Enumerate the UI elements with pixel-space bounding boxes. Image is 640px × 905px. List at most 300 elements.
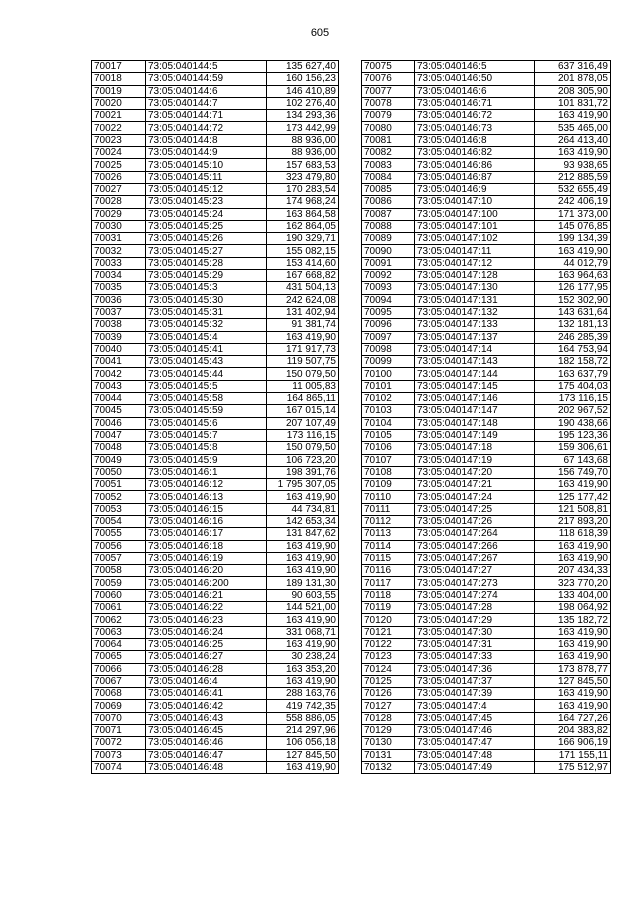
cadastral-value-cell: 163 419,90 bbox=[535, 638, 611, 650]
row-number-cell: 70087 bbox=[362, 208, 415, 220]
cadastral-value-cell: 331 068,71 bbox=[267, 626, 339, 638]
table-row bbox=[92, 380, 339, 392]
cadastral-value-cell: 102 276,40 bbox=[267, 97, 339, 109]
table-row bbox=[362, 712, 611, 724]
row-number-cell: 70113 bbox=[362, 528, 415, 540]
table-row bbox=[92, 208, 339, 220]
cadastral-number-cell: 73:05:040147:100 bbox=[415, 208, 535, 220]
row-number-cell: 70079 bbox=[362, 110, 415, 122]
cadastral-number-cell: 73:05:040147:10 bbox=[415, 196, 535, 208]
row-number-cell: 70071 bbox=[92, 725, 146, 737]
cadastral-value-cell: 163 419,90 bbox=[267, 614, 339, 626]
row-number-cell: 70030 bbox=[92, 220, 146, 232]
row-number-cell: 70104 bbox=[362, 417, 415, 429]
cadastral-number-cell: 73:05:040146:48 bbox=[146, 761, 267, 773]
cadastral-number-cell: 73:05:040145:28 bbox=[146, 257, 267, 269]
row-number-cell: 70082 bbox=[362, 147, 415, 159]
row-number-cell: 70091 bbox=[362, 257, 415, 269]
cadastral-number-cell: 73:05:040147:11 bbox=[415, 245, 535, 257]
row-number-cell: 70023 bbox=[92, 134, 146, 146]
cadastral-value-cell: 163 419,90 bbox=[267, 675, 339, 687]
row-number-cell: 70112 bbox=[362, 515, 415, 527]
table-row bbox=[92, 331, 339, 343]
cadastral-value-cell: 157 683,53 bbox=[267, 159, 339, 171]
table-row bbox=[362, 233, 611, 245]
cadastral-number-cell: 73:05:040145:43 bbox=[146, 356, 267, 368]
cadastral-value-cell: 217 893,20 bbox=[535, 515, 611, 527]
cadastral-number-cell: 73:05:040147:148 bbox=[415, 417, 535, 429]
row-number-cell: 70055 bbox=[92, 528, 146, 540]
row-number-cell: 70120 bbox=[362, 614, 415, 626]
row-number-cell: 70075 bbox=[362, 61, 415, 73]
table-row bbox=[92, 134, 339, 146]
cadastral-number-cell: 73:05:040145:30 bbox=[146, 294, 267, 306]
cadastral-number-cell: 73:05:040145:41 bbox=[146, 343, 267, 355]
row-number-cell: 70129 bbox=[362, 725, 415, 737]
cadastral-number-cell: 73:05:040147:144 bbox=[415, 368, 535, 380]
row-number-cell: 70046 bbox=[92, 417, 146, 429]
cadastral-number-cell: 73:05:040146:1 bbox=[146, 466, 267, 478]
row-number-cell: 70114 bbox=[362, 540, 415, 552]
table-row bbox=[362, 442, 611, 454]
table-row bbox=[92, 749, 339, 761]
row-number-cell: 70041 bbox=[92, 356, 146, 368]
cadastral-number-cell: 73:05:040145:27 bbox=[146, 245, 267, 257]
cadastral-value-cell: 1 795 307,05 bbox=[267, 479, 339, 491]
row-number-cell: 70057 bbox=[92, 552, 146, 564]
cadastral-value-cell: 119 507,75 bbox=[267, 356, 339, 368]
cadastral-value-cell: 174 968,24 bbox=[267, 196, 339, 208]
table-row bbox=[92, 479, 339, 491]
cadastral-number-cell: 73:05:040146:20 bbox=[146, 565, 267, 577]
cadastral-value-cell: 199 134,39 bbox=[535, 233, 611, 245]
cadastral-number-cell: 73:05:040145:25 bbox=[146, 220, 267, 232]
table-row bbox=[92, 528, 339, 540]
row-number-cell: 70063 bbox=[92, 626, 146, 638]
table-row bbox=[362, 294, 611, 306]
row-number-cell: 70126 bbox=[362, 688, 415, 700]
cadastral-value-cell: 121 508,81 bbox=[535, 503, 611, 515]
cadastral-number-cell: 73:05:040146:82 bbox=[415, 147, 535, 159]
row-number-cell: 70068 bbox=[92, 688, 146, 700]
table-row bbox=[362, 700, 611, 712]
row-number-cell: 70027 bbox=[92, 183, 146, 195]
row-number-cell: 70124 bbox=[362, 663, 415, 675]
cadastral-number-cell: 73:05:040147:24 bbox=[415, 491, 535, 503]
row-number-cell: 70036 bbox=[92, 294, 146, 306]
cadastral-value-cell: 164 865,11 bbox=[267, 393, 339, 405]
table-row bbox=[92, 491, 339, 503]
cadastral-value-cell: 171 373,00 bbox=[535, 208, 611, 220]
cadastral-number-cell: 73:05:040145:3 bbox=[146, 282, 267, 294]
cadastral-value-cell: 163 419,90 bbox=[535, 626, 611, 638]
cadastral-value-cell: 131 847,62 bbox=[267, 528, 339, 540]
table-row bbox=[362, 183, 611, 195]
cadastral-value-cell: 132 181,13 bbox=[535, 319, 611, 331]
row-number-cell: 70050 bbox=[92, 466, 146, 478]
cadastral-value-cell: 67 143,68 bbox=[535, 454, 611, 466]
row-number-cell: 70127 bbox=[362, 700, 415, 712]
row-number-cell: 70116 bbox=[362, 565, 415, 577]
cadastral-number-cell: 73:05:040146:200 bbox=[146, 577, 267, 589]
cadastral-number-cell: 73:05:040147:146 bbox=[415, 393, 535, 405]
cadastral-number-cell: 73:05:040147:266 bbox=[415, 540, 535, 552]
cadastral-value-cell: 163 419,90 bbox=[267, 761, 339, 773]
cadastral-value-cell: 163 419,90 bbox=[267, 491, 339, 503]
row-number-cell: 70123 bbox=[362, 651, 415, 663]
table-row bbox=[92, 725, 339, 737]
cadastral-number-cell: 73:05:040147:128 bbox=[415, 270, 535, 282]
cadastral-number-cell: 73:05:040147:29 bbox=[415, 614, 535, 626]
cadastral-value-cell: 125 177,42 bbox=[535, 491, 611, 503]
row-number-cell: 70018 bbox=[92, 73, 146, 85]
cadastral-number-cell: 73:05:040145:29 bbox=[146, 270, 267, 282]
cadastral-value-cell: 173 116,15 bbox=[267, 429, 339, 441]
table-row bbox=[92, 257, 339, 269]
cadastral-number-cell: 73:05:040147:39 bbox=[415, 688, 535, 700]
table-row bbox=[362, 528, 611, 540]
cadastral-value-cell: 153 414,60 bbox=[267, 257, 339, 269]
row-number-cell: 70077 bbox=[362, 85, 415, 97]
cadastral-number-cell: 73:05:040146:5 bbox=[415, 61, 535, 73]
row-number-cell: 70039 bbox=[92, 331, 146, 343]
table-row bbox=[362, 257, 611, 269]
cadastral-number-cell: 73:05:040145:58 bbox=[146, 393, 267, 405]
cadastral-number-cell: 73:05:040145:44 bbox=[146, 368, 267, 380]
row-number-cell: 70044 bbox=[92, 393, 146, 405]
cadastral-number-cell: 73:05:040147:101 bbox=[415, 220, 535, 232]
table-row bbox=[362, 663, 611, 675]
cadastral-value-cell: 167 015,14 bbox=[267, 405, 339, 417]
row-number-cell: 70103 bbox=[362, 405, 415, 417]
table-row bbox=[362, 602, 611, 614]
cadastral-number-cell: 73:05:040146:46 bbox=[146, 737, 267, 749]
cadastral-number-cell: 73:05:040146:42 bbox=[146, 700, 267, 712]
table-row bbox=[92, 245, 339, 257]
cadastral-value-cell: 106 723,20 bbox=[267, 454, 339, 466]
cadastral-number-cell: 73:05:040146:22 bbox=[146, 602, 267, 614]
cadastral-number-cell: 73:05:040147:49 bbox=[415, 761, 535, 773]
cadastral-value-cell: 323 770,20 bbox=[535, 577, 611, 589]
cadastral-value-cell: 202 967,52 bbox=[535, 405, 611, 417]
table-row bbox=[362, 626, 611, 638]
table-row bbox=[362, 319, 611, 331]
cadastral-value-cell: 637 316,49 bbox=[535, 61, 611, 73]
cadastral-number-cell: 73:05:040146:86 bbox=[415, 159, 535, 171]
row-number-cell: 70115 bbox=[362, 552, 415, 564]
cadastral-value-cell: 195 123,36 bbox=[535, 429, 611, 441]
table-row bbox=[92, 417, 339, 429]
cadastral-value-cell: 535 465,00 bbox=[535, 122, 611, 134]
cadastral-value-cell: 88 936,00 bbox=[267, 134, 339, 146]
row-number-cell: 70047 bbox=[92, 429, 146, 441]
row-number-cell: 70101 bbox=[362, 380, 415, 392]
cadastral-value-cell: 146 410,89 bbox=[267, 85, 339, 97]
cadastral-number-cell: 73:05:040145:11 bbox=[146, 171, 267, 183]
cadastral-value-cell: 198 391,76 bbox=[267, 466, 339, 478]
cadastral-value-cell: 163 964,63 bbox=[535, 270, 611, 282]
row-number-cell: 70085 bbox=[362, 183, 415, 195]
row-number-cell: 70083 bbox=[362, 159, 415, 171]
cadastral-number-cell: 73:05:040147:31 bbox=[415, 638, 535, 650]
row-number-cell: 70020 bbox=[92, 97, 146, 109]
table-row bbox=[362, 122, 611, 134]
row-number-cell: 70058 bbox=[92, 565, 146, 577]
cadastral-value-cell: 155 082,15 bbox=[267, 245, 339, 257]
cadastral-number-cell: 73:05:040147:102 bbox=[415, 233, 535, 245]
table-row bbox=[362, 761, 611, 773]
row-number-cell: 70100 bbox=[362, 368, 415, 380]
cadastral-value-cell: 93 938,65 bbox=[535, 159, 611, 171]
cadastral-value-cell: 182 158,72 bbox=[535, 356, 611, 368]
row-number-cell: 70097 bbox=[362, 331, 415, 343]
table-row bbox=[92, 688, 339, 700]
row-number-cell: 70078 bbox=[362, 97, 415, 109]
cadastral-number-cell: 73:05:040147:37 bbox=[415, 675, 535, 687]
cadastral-number-cell: 73:05:040147:12 bbox=[415, 257, 535, 269]
cadastral-value-cell: 44 012,79 bbox=[535, 257, 611, 269]
cadastral-value-cell: 166 906,19 bbox=[535, 737, 611, 749]
row-number-cell: 70048 bbox=[92, 442, 146, 454]
row-number-cell: 70092 bbox=[362, 270, 415, 282]
table-row bbox=[92, 405, 339, 417]
row-number-cell: 70064 bbox=[92, 638, 146, 650]
table-row bbox=[362, 405, 611, 417]
table-row bbox=[362, 614, 611, 626]
cadastral-number-cell: 73:05:040145:26 bbox=[146, 233, 267, 245]
cadastral-number-cell: 73:05:040146:8 bbox=[415, 134, 535, 146]
table-row bbox=[362, 159, 611, 171]
cadastral-value-cell: 90 603,55 bbox=[267, 589, 339, 601]
table-row bbox=[92, 429, 339, 441]
table-row bbox=[362, 651, 611, 663]
table-row bbox=[362, 589, 611, 601]
cadastral-number-cell: 73:05:040144:7 bbox=[146, 97, 267, 109]
cadastral-number-cell: 73:05:040147:131 bbox=[415, 294, 535, 306]
table-row bbox=[92, 638, 339, 650]
table-row bbox=[92, 454, 339, 466]
cadastral-number-cell: 73:05:040146:6 bbox=[415, 85, 535, 97]
table-row bbox=[362, 110, 611, 122]
cadastral-value-cell: 163 419,90 bbox=[267, 552, 339, 564]
cadastral-value-cell: 134 293,36 bbox=[267, 110, 339, 122]
table-row bbox=[362, 638, 611, 650]
cadastral-value-cell: 159 306,61 bbox=[535, 442, 611, 454]
cadastral-value-cell: 242 406,19 bbox=[535, 196, 611, 208]
row-number-cell: 70074 bbox=[92, 761, 146, 773]
cadastral-number-cell: 73:05:040146:18 bbox=[146, 540, 267, 552]
cadastral-value-cell: 558 886,05 bbox=[267, 712, 339, 724]
cadastral-number-cell: 73:05:040146:72 bbox=[415, 110, 535, 122]
cadastral-number-cell: 73:05:040146:12 bbox=[146, 479, 267, 491]
table-row bbox=[362, 208, 611, 220]
row-number-cell: 70043 bbox=[92, 380, 146, 392]
cadastral-value-cell: 160 156,23 bbox=[267, 73, 339, 85]
cadastral-value-cell: 189 131,30 bbox=[267, 577, 339, 589]
cadastral-value-cell: 163 419,90 bbox=[535, 110, 611, 122]
row-number-cell: 70022 bbox=[92, 122, 146, 134]
cadastral-number-cell: 73:05:040146:16 bbox=[146, 515, 267, 527]
cadastral-value-cell: 131 402,94 bbox=[267, 306, 339, 318]
cadastral-number-cell: 73:05:040146:23 bbox=[146, 614, 267, 626]
table-row bbox=[92, 61, 339, 73]
table-row bbox=[362, 429, 611, 441]
row-number-cell: 70086 bbox=[362, 196, 415, 208]
row-number-cell: 70108 bbox=[362, 466, 415, 478]
cadastral-value-cell: 133 404,00 bbox=[535, 589, 611, 601]
row-number-cell: 70019 bbox=[92, 85, 146, 97]
cadastral-number-cell: 73:05:040147:145 bbox=[415, 380, 535, 392]
cadastral-number-cell: 73:05:040146:73 bbox=[415, 122, 535, 134]
cadastral-value-cell: 163 419,90 bbox=[535, 688, 611, 700]
row-number-cell: 70049 bbox=[92, 454, 146, 466]
table-row bbox=[92, 233, 339, 245]
row-number-cell: 70042 bbox=[92, 368, 146, 380]
table-row bbox=[362, 491, 611, 503]
cadastral-number-cell: 73:05:040145:10 bbox=[146, 159, 267, 171]
row-number-cell: 70095 bbox=[362, 306, 415, 318]
cadastral-value-cell: 44 734,81 bbox=[267, 503, 339, 515]
table-row bbox=[92, 626, 339, 638]
table-row bbox=[92, 540, 339, 552]
cadastral-number-cell: 73:05:040147:20 bbox=[415, 466, 535, 478]
cadastral-number-cell: 73:05:040146:19 bbox=[146, 552, 267, 564]
row-number-cell: 70109 bbox=[362, 479, 415, 491]
cadastral-number-cell: 73:05:040147:19 bbox=[415, 454, 535, 466]
table-row bbox=[92, 675, 339, 687]
cadastral-value-cell: 170 283,54 bbox=[267, 183, 339, 195]
cadastral-number-cell: 73:05:040146:13 bbox=[146, 491, 267, 503]
row-number-cell: 70102 bbox=[362, 393, 415, 405]
cadastral-value-cell: 214 297,96 bbox=[267, 725, 339, 737]
row-number-cell: 70054 bbox=[92, 515, 146, 527]
cadastral-value-cell: 173 442,99 bbox=[267, 122, 339, 134]
cadastral-number-cell: 73:05:040147:25 bbox=[415, 503, 535, 515]
row-number-cell: 70111 bbox=[362, 503, 415, 515]
row-number-cell: 70130 bbox=[362, 737, 415, 749]
table-row bbox=[92, 220, 339, 232]
registry-table-left bbox=[91, 60, 339, 774]
table-row bbox=[362, 552, 611, 564]
cadastral-number-cell: 73:05:040144:59 bbox=[146, 73, 267, 85]
cadastral-value-cell: 163 419,90 bbox=[535, 700, 611, 712]
cadastral-value-cell: 101 831,72 bbox=[535, 97, 611, 109]
cadastral-number-cell: 73:05:040144:8 bbox=[146, 134, 267, 146]
cadastral-value-cell: 135 182,72 bbox=[535, 614, 611, 626]
cadastral-number-cell: 73:05:040147:267 bbox=[415, 552, 535, 564]
cadastral-value-cell: 150 079,50 bbox=[267, 368, 339, 380]
cadastral-number-cell: 73:05:040147:14 bbox=[415, 343, 535, 355]
cadastral-value-cell: 164 753,94 bbox=[535, 343, 611, 355]
table-row bbox=[362, 737, 611, 749]
cadastral-number-cell: 73:05:040147:18 bbox=[415, 442, 535, 454]
cadastral-number-cell: 73:05:040147:45 bbox=[415, 712, 535, 724]
row-number-cell: 70031 bbox=[92, 233, 146, 245]
cadastral-value-cell: 264 413,40 bbox=[535, 134, 611, 146]
cadastral-number-cell: 73:05:040145:7 bbox=[146, 429, 267, 441]
cadastral-number-cell: 73:05:040147:4 bbox=[415, 700, 535, 712]
table-row bbox=[362, 306, 611, 318]
cadastral-value-cell: 118 618,39 bbox=[535, 528, 611, 540]
table-row bbox=[362, 725, 611, 737]
table-row bbox=[362, 220, 611, 232]
cadastral-value-cell: 167 668,82 bbox=[267, 270, 339, 282]
row-number-cell: 70025 bbox=[92, 159, 146, 171]
cadastral-value-cell: 143 631,64 bbox=[535, 306, 611, 318]
table-row bbox=[362, 343, 611, 355]
table-row bbox=[92, 577, 339, 589]
cadastral-number-cell: 73:05:040146:43 bbox=[146, 712, 267, 724]
cadastral-value-cell: 207 107,49 bbox=[267, 417, 339, 429]
table-row bbox=[362, 282, 611, 294]
cadastral-value-cell: 190 438,66 bbox=[535, 417, 611, 429]
cadastral-number-cell: 73:05:040145:31 bbox=[146, 306, 267, 318]
table-row bbox=[362, 540, 611, 552]
table-row bbox=[362, 331, 611, 343]
cadastral-number-cell: 73:05:040147:48 bbox=[415, 749, 535, 761]
row-number-cell: 70070 bbox=[92, 712, 146, 724]
row-number-cell: 70084 bbox=[362, 171, 415, 183]
cadastral-value-cell: 163 864,58 bbox=[267, 208, 339, 220]
cadastral-number-cell: 73:05:040147:143 bbox=[415, 356, 535, 368]
cadastral-number-cell: 73:05:040145:32 bbox=[146, 319, 267, 331]
cadastral-value-cell: 127 845,50 bbox=[535, 675, 611, 687]
table-row bbox=[92, 515, 339, 527]
row-number-cell: 70122 bbox=[362, 638, 415, 650]
cadastral-value-cell: 163 419,90 bbox=[535, 651, 611, 663]
table-row bbox=[362, 466, 611, 478]
cadastral-value-cell: 323 479,80 bbox=[267, 171, 339, 183]
cadastral-value-cell: 208 305,90 bbox=[535, 85, 611, 97]
cadastral-number-cell: 73:05:040146:25 bbox=[146, 638, 267, 650]
cadastral-value-cell: 171 917,73 bbox=[267, 343, 339, 355]
cadastral-number-cell: 73:05:040147:133 bbox=[415, 319, 535, 331]
cadastral-number-cell: 73:05:040144:72 bbox=[146, 122, 267, 134]
row-number-cell: 70021 bbox=[92, 110, 146, 122]
cadastral-value-cell: 162 864,05 bbox=[267, 220, 339, 232]
table-row bbox=[92, 282, 339, 294]
row-number-cell: 70069 bbox=[92, 700, 146, 712]
cadastral-number-cell: 73:05:040147:30 bbox=[415, 626, 535, 638]
cadastral-number-cell: 73:05:040147:273 bbox=[415, 577, 535, 589]
row-number-cell: 70026 bbox=[92, 171, 146, 183]
cadastral-number-cell: 73:05:040146:28 bbox=[146, 663, 267, 675]
row-number-cell: 70033 bbox=[92, 257, 146, 269]
table-row bbox=[362, 503, 611, 515]
table-row bbox=[92, 183, 339, 195]
row-number-cell: 70076 bbox=[362, 73, 415, 85]
cadastral-value-cell: 163 419,90 bbox=[535, 552, 611, 564]
cadastral-number-cell: 73:05:040146:15 bbox=[146, 503, 267, 515]
row-number-cell: 70118 bbox=[362, 589, 415, 601]
cadastral-value-cell: 207 434,33 bbox=[535, 565, 611, 577]
table-row bbox=[362, 245, 611, 257]
cadastral-value-cell: 126 177,95 bbox=[535, 282, 611, 294]
row-number-cell: 70053 bbox=[92, 503, 146, 515]
row-number-cell: 70056 bbox=[92, 540, 146, 552]
row-number-cell: 70051 bbox=[92, 479, 146, 491]
registry-table-right bbox=[361, 60, 611, 774]
cadastral-value-cell: 127 845,50 bbox=[267, 749, 339, 761]
row-number-cell: 70072 bbox=[92, 737, 146, 749]
row-number-cell: 70065 bbox=[92, 651, 146, 663]
row-number-cell: 70081 bbox=[362, 134, 415, 146]
cadastral-value-cell: 532 655,49 bbox=[535, 183, 611, 195]
table-row bbox=[362, 73, 611, 85]
cadastral-number-cell: 73:05:040145:4 bbox=[146, 331, 267, 343]
row-number-cell: 70096 bbox=[362, 319, 415, 331]
row-number-cell: 70088 bbox=[362, 220, 415, 232]
